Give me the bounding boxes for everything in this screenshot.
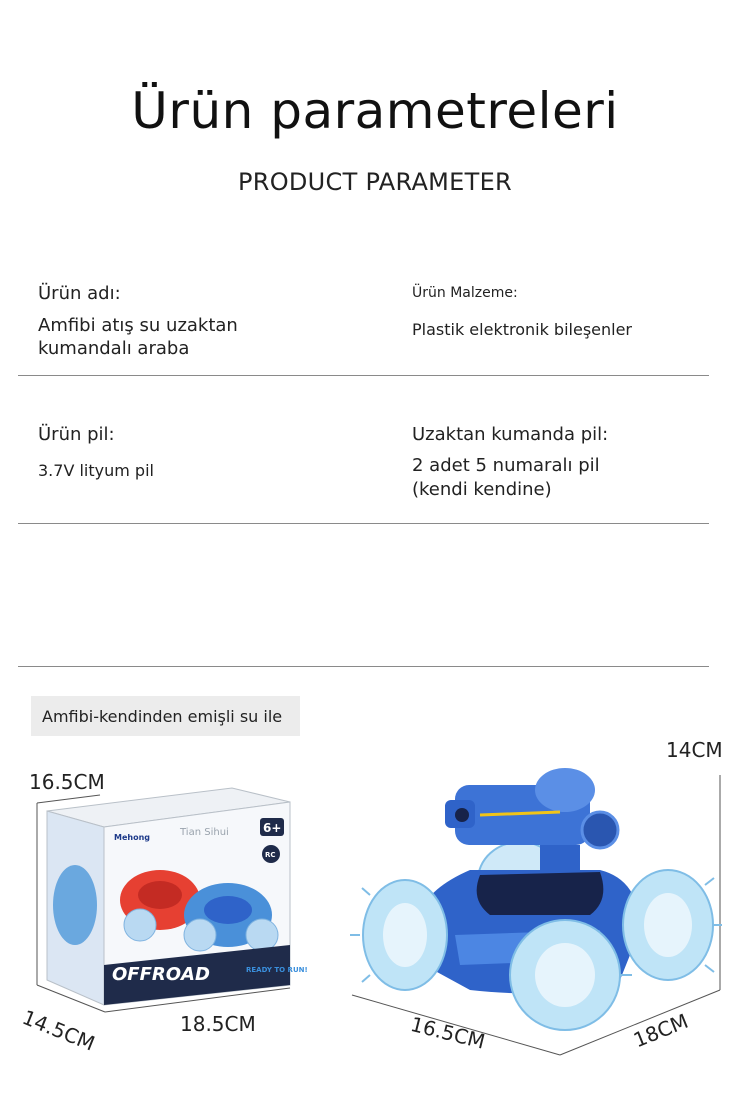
product-name-label: Ürün adı: [38, 283, 121, 304]
remote-battery-value-line1: 2 adet 5 numaralı pil [412, 455, 600, 476]
feature-tag: Amfibi-kendinden emişli su ile [31, 696, 300, 736]
box-logo: OFFROAD [112, 964, 210, 985]
box-rc: RC [265, 851, 276, 859]
box-tian-text: Tian Sihui [180, 827, 229, 838]
rc-car [350, 768, 722, 1030]
remote-battery-value-line2: (kendi kendine) [412, 479, 552, 500]
page-title: Ürün parametreleri [131, 82, 619, 140]
product-name-value-line1: Amfibi atış su uzaktan [38, 315, 238, 336]
box-width-label: 18.5CM [180, 1012, 256, 1036]
box-depth-label: 14.5CM [19, 1005, 99, 1056]
battery-value: 3.7V lityum pil [38, 461, 154, 480]
page-subtitle: PRODUCT PARAMETER [237, 168, 513, 196]
car-length-label: 16.5CM [408, 1012, 488, 1054]
material-label: Ürün Malzeme: [412, 285, 518, 301]
battery-label: Ürün pil: [38, 424, 115, 445]
product-name-value-line2: kumandalı araba [38, 338, 190, 359]
box-age: 6+ [263, 821, 282, 835]
remote-battery-label: Uzaktan kumanda pil: [412, 424, 609, 445]
box-brand: Mehong [114, 833, 150, 842]
car-width-label: 18CM [630, 1008, 692, 1053]
box-ready: READY TO RUN! [246, 966, 308, 974]
box-height-label: 16.5CM [29, 770, 105, 794]
car-height-label: 14CM [666, 738, 723, 762]
material-value: Plastik elektronik bileşenler [412, 320, 633, 339]
